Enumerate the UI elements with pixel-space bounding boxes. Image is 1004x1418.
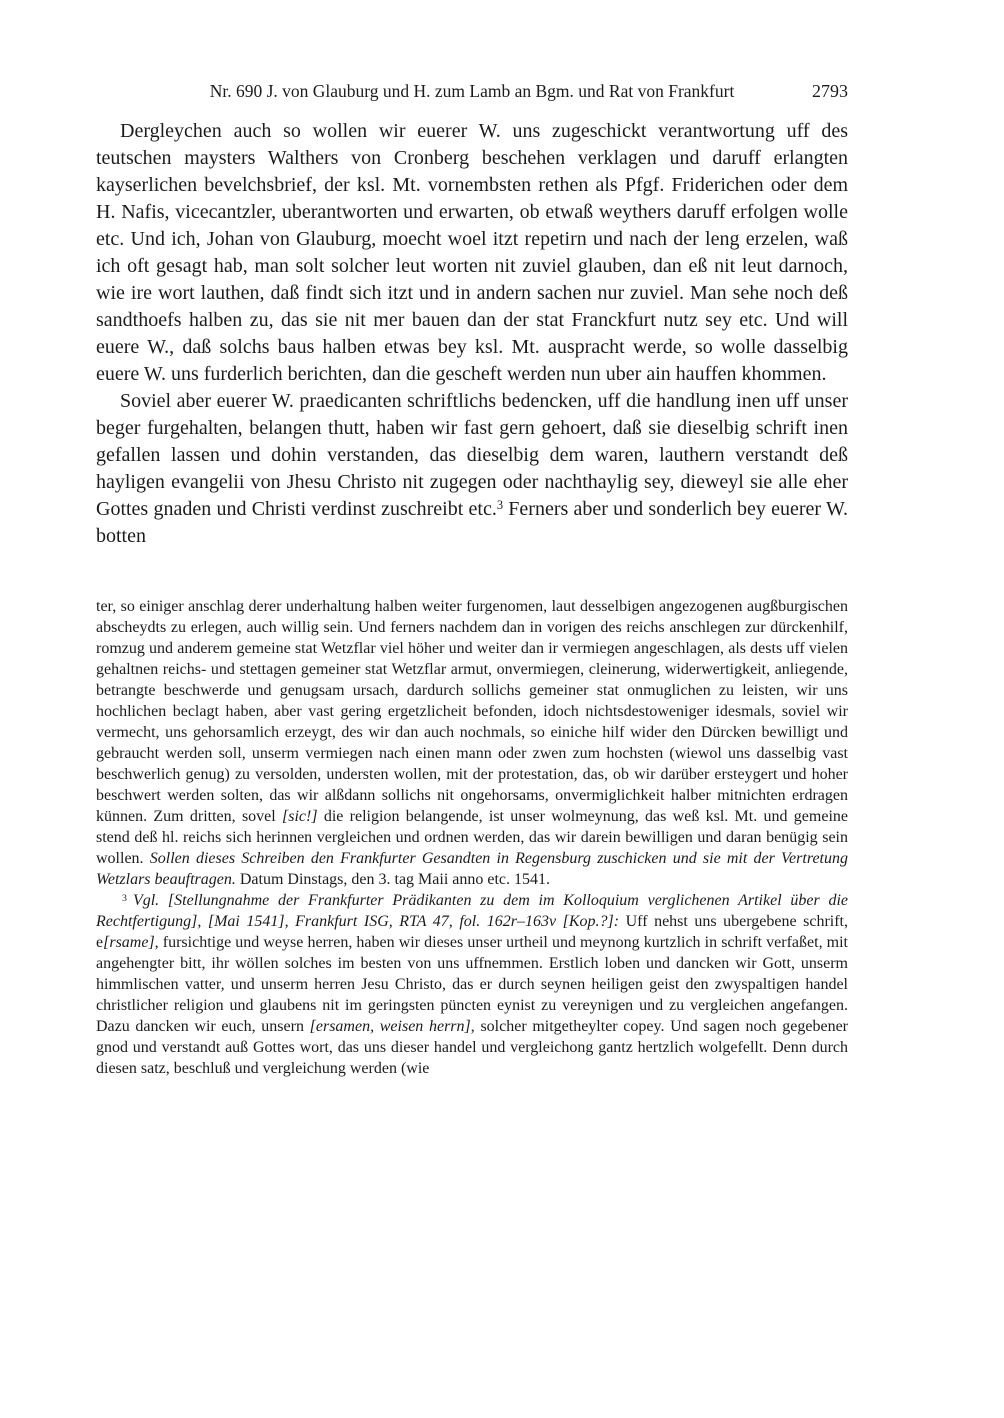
footnote-continuation bbox=[96, 596, 848, 890]
footnote-cont-dateline: Datum Dinstags, den 3. tag Maii anno etc. 1541. bbox=[235, 871, 551, 888]
footnote-3-text-2: , fursichtige und weyse herren, haben wir dieses unser urtheil und meynong kurtzlich in schrift verfaßet, mit angehengter bitt, ihr wöllen solches im besten von uns uffnemmen. Erstlich loben und dancken wir Gott, unserm himmlischen vatter, und unserm herren Jesu Christo, das er durch seynen heiligen geist den zwyspaltigen handel christlicher religion und glaubens nit im geringsten püncten eynist zu vereynigen und zu vergleichen angefangen. Dazu dancken wir euch, unsern bbox=[96, 934, 848, 1035]
main-text-block bbox=[96, 118, 848, 550]
footnote-3-citation: Vgl. [Stellungnahme der Frankfurter Prädikanten zu dem im Kolloquium verglichenen Artikel über die Rechtfertigung], [Mai 1541], Frankfurt ISG, RTA 47, fol. 162r–163v [Kop.?]: bbox=[96, 892, 848, 930]
footnotes-section bbox=[96, 596, 848, 1079]
running-header bbox=[96, 80, 848, 102]
footnote-cont-text-2: die religion belangende, ist unser wolmeynung, das weß ksl. Mt. und gemeine stend deß hl. reichs sich herinnen vergleichen und ordnen werden, das wir darein bewilligen und daran benügig sein wollen. bbox=[96, 808, 848, 867]
page-number: 2793 bbox=[812, 81, 848, 101]
footnote-3-marker: 3 bbox=[122, 892, 127, 904]
footnote-3-editorial-insert-2: [ersamen, weisen herrn] bbox=[309, 1018, 471, 1035]
paragraph-1: Dergleychen auch so wollen wir euerer W. uns zugeschickt verantwortung uff des teutschen maysters Walthers von Cronberg beschehen verklagen und daruff erlangten kayserlichen bevelchsbrief, der ksl. Mt. vornembsten rethen als Pfgf. Friderichen oder dem H. Nafis, vicecantzler, uberantworten und erwarten, ob etwaß weythers daruff erfolgen wolle etc. Und ich, Johan von Glauburg, moecht woel itzt repetirn und nach der leng erzelen, waß ich oft gesagt hab, man solt solcher leut worten nit zuviel glauben, dan eß nit leut darnoch, wie ire wort lauthen, daß findt sich itzt und in andern sachen nur zuviel. Man sehe noch deß sandthoefs halben zu, das sie nit mer bauen dan der stat Franckfurt nutz sey etc. Und will euere W., daß solchs baus halben etwas bey ksl. Mt. auspracht werde, so wolle dasselbig euere W. uns furderlich berichten, dan die gescheft werden nun uber ain hauffen khommen. bbox=[96, 120, 848, 385]
footnote-ref-3: 3 bbox=[496, 498, 504, 513]
footnote-3-editorial-insert-1: [rsame] bbox=[103, 934, 155, 951]
running-title: Nr. 690 J. von Glauburg und H. zum Lamb an Bgm. und Rat von Frankfurt bbox=[209, 81, 735, 101]
editorial-summary: Sollen dieses Schreiben den Frankfurter Gesandten in Regensburg zuschicken und sie mit der Vertretung Wetzlars beauftragen. bbox=[96, 850, 849, 888]
paragraph-2-text: Soviel aber euerer W. praedicanten schriftlichs bedencken, uff die handlung inen uff unser beger furgehalten, belangen thutt, haben wir fast gern gehoert, daß sie dieselbig schrift inen gefallen lassen und dohin verstanden, das dieselbig dem waren, lauthern verstandt deß hayligen evangelii von Jhesu Christo nit zugegen oder nachthaylig sey, dieweyl sie alle eher Gottes gnaden und Christi verdinst zuschreibt etc. bbox=[96, 390, 848, 520]
footnote-3-text-3: , solcher mitgetheylter copey. Und sagen noch gegebener gnod und verstandt auß Gottes wort, das uns dieser handel und vergleichong gantz hertzlich wolgefellt. Denn durch diesen satz, beschluß und vergleichung werden (wie bbox=[96, 1018, 849, 1077]
footnote-cont-text: ter, so einiger anschlag derer underhaltung halben weiter furgenomen, laut desselbigen angezogenen augßburgischen abscheydts zu erlegen, auch willig sein. Und ferners nachdem dan in vorigen des reichs anschlegen zur dürckenhilf, romzug und anderem gemeine stat Wetzflar viel höher und weiter dan ir vermiegen angeschlagen, als dests uff vielen gehaltnen reichs- und stettagen gemeiner stat Wetzflar armut, onvermiegen, cleinerung, widerwertigkeit, anliegende, betrangte beschwerde und genugsam ursach, dardurch sollichs gemeiner stat onmuglichen zu leisten, wir uns hochlichen beclagt haben, aber vast gering ergetzlicheit befonden, idoch nichtsdestoweniger idesmals, soviel wir vermecht, uns gehorsamlich erzeygt, des wir dan auch nochmals, so einiche hilf wider den Dürcken bewilligt und gebraucht werden soll, unserm vermiegen nach einen mann oder zwen zum hochsten (wiewol uns dasselbig vast beschwerlich genug) zu versolden, understen wollen, mit der protestation, das, ob wir darüber ersteygert und hoher beschwert werden solten, das wir alßdann sollichs nit ongehorsams, onvermiglichkeit halber mitnichten erdragen künnen. Zum dritten, sovel bbox=[96, 598, 848, 825]
paragraph-2-text-cont: Ferners aber und sonderlich bey euerer W. botten bbox=[96, 498, 848, 547]
footnote-3-text: Uff nehst uns ubergebene schrift, e bbox=[96, 913, 849, 951]
paragraph-2 bbox=[96, 388, 848, 550]
sic-annotation: [sic!] bbox=[282, 808, 318, 825]
footnote-3 bbox=[96, 890, 848, 1079]
